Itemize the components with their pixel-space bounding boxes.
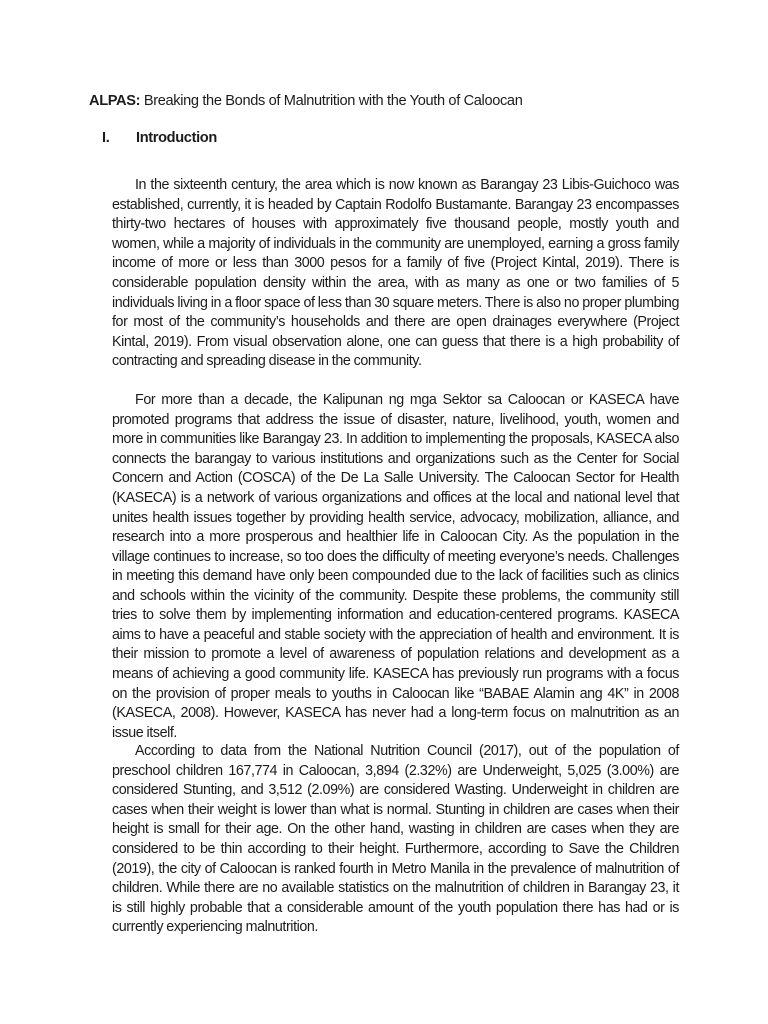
section-title: Introduction [136,130,217,146]
document-title-label: ALPAS: [89,93,141,109]
document-title-text: Breaking the Bonds of Malnutrition with the Youth of Caloocan [140,93,523,109]
section-number: I. [102,130,110,146]
section-heading [102,130,217,146]
paragraph-malnutrition-statistics: According to data from the National Nutrition Council (2017), out of the population of preschool children 167,774 in Caloocan, 3,894 (2.32%) are Underweight, 5,025 (3.00%) are considered Stunting, and 3,512 (2.09%) are considered Wasting. Underweight in children are cases when their weight is lower than what is normal. Stunting in children are cases when their height is small for their age. On the other hand, wasting in children are cases when they are considered to be thin according to their height. Furthermore, according to Save the Children (2019), the city of Caloocan is ranked fourth in Metro Manila in the prevalence of malnutrition of children. While there are no available statistics on the malnutrition of children in Barangay 23, it is still highly probable that a considerable amount of the youth population there has had or is currently experiencing malnutrition. [112,743,679,936]
document-title [89,93,522,109]
paragraph-barangay-background: In the sixteenth century, the area which is now known as Barangay 23 Libis-Guichoco was established, currently, it is headed by Captain Rodolfo Bustamante. Barangay 23 encompasses thirty-two hectares of houses with approximately five thousand people, mostly youth and women, while a majority of individuals in the community are unemployed, earning a gross family income of more or less than 3000 pesos for a family of five (Project Kintal, 2019). There is considerable population density within the area, with as many as one or two families of 5 individuals living in a floor space of less than 30 square meters. There is also no proper plumbing for most of the community’s households and there are open drainages everywhere (Project Kintal, 2019). From visual observation alone, one can guess that there is a high probability of contracting and spreading disease in the community. [112,177,679,370]
paragraph-kaseca-programs: For more than a decade, the Kalipunan ng mga Sektor sa Caloocan or KASECA have promoted programs that address the issue of disaster, nature, livelihood, youth, women and more in communities like Barangay 23. In addition to implementing the proposals, KASECA also connects the barangay to various institutions and organizations such as the Center for Social Concern and Action (COSCA) of the De La Salle University. The Caloocan Sector for Health (KASECA) is a network of various organizations and offices at the local and national level that unites health issues together by providing health service, advocacy, mobilization, alliance, and research into a more prosperous and healthier life in Caloocan City. As the population in the village continues to increase, so too does the difficulty of meeting everyone’s needs. Challenges in meeting this demand have only been compounded due to the lack of facilities such as clinics and schools within the vicinity of the community. Despite these problems, the community still tries to solve them by implementing information and education-centered programs. KASECA aims to have a peaceful and stable society with the appreciation of health and environment. It is their mission to promote a level of awareness of population relations and development as a means of achieving a good community life. KASECA has previously run programs with a focus on the provision of proper meals to youths in Caloocan like “BABAE Alamin ang 4K” in 2008 (KASECA, 2008). However, KASECA has never had a long-term focus on malnutrition as an issue itself. [112,392,679,741]
